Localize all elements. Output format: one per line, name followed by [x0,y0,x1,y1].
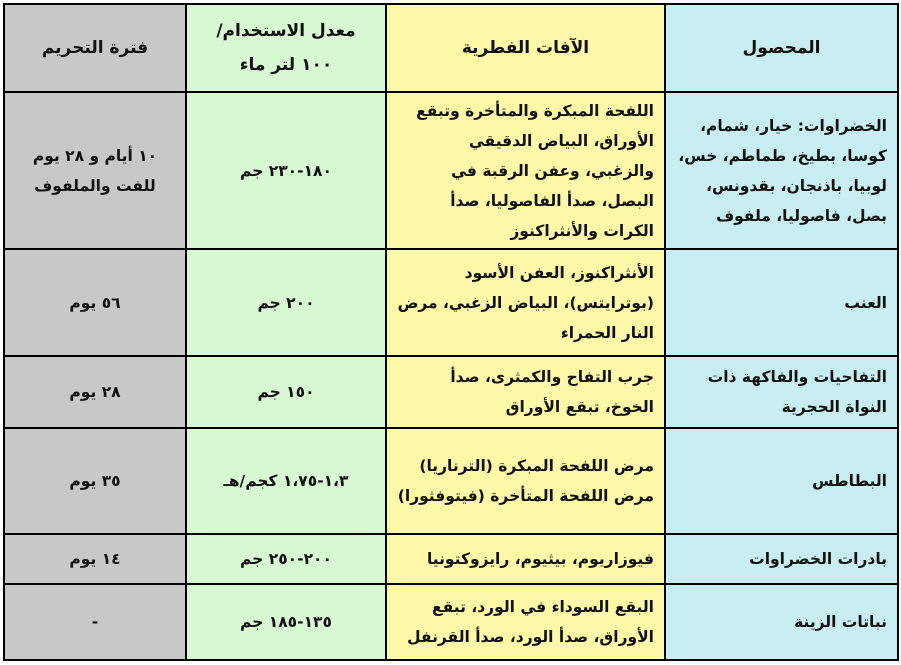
rate-cell: ١٥٠ جم [186,356,386,428]
crop-cell: بادرات الخضراوات [665,534,898,584]
period-cell: ١٠ أيام و ٢٨ يوم للفت والملفوف [4,92,186,249]
table-row [4,428,898,534]
crop-cell: التفاحيات والفاكهة ذات النواة الحجرية [665,356,898,428]
rate-cell: ١٣٥-١٨٥ جم [186,584,386,660]
header-rate-line2: ١٠٠ لتر ماء [239,55,333,75]
header-row [4,4,898,92]
header-crop: المحصول [665,4,898,92]
header-pests: الآفات الفطرية [386,4,665,92]
rate-cell: ١،٣-١،٧٥ كجم/هـ [186,428,386,534]
crop-cell: الخضراوات: خيار، شمام، كوسا، بطيخ، طماطم، خس، لوبيا، باذنجان، بقدونس، بصل، فاصوليا، ملفوف [665,92,898,249]
header-rate [186,4,386,92]
pests-cell: جرب التفاح والكمثرى، صدأ الخوخ، تبقع الأوراق [386,356,665,428]
fungicide-usage-table [3,3,899,661]
table-row [4,584,898,660]
header-period: فترة التحريم [4,4,186,92]
period-cell: ١٤ يوم [4,534,186,584]
pests-cell: الأنثراكنوز، العفن الأسود (بوترايتس)، البياض الزغبي، مرض النار الحمراء [386,249,665,356]
rate-cell: ٢٠٠-٢٥٠ جم [186,534,386,584]
pests-cell: مرض اللفحة المبكرة (الترناريا) مرض اللفحة المتأخرة (فيتوفثورا) [386,428,665,534]
table-row [4,356,898,428]
pests-cell: اللفحة المبكرة والمتأخرة وتبقع الأوراق، البياض الدقيقي والزغبي، وعفن الرقبة في البصل، صدأ الفاصوليا، صدأ الكرات والأنثراكنوز [386,92,665,249]
rate-cell: ١٨٠-٢٣٠ جم [186,92,386,249]
table-row [4,92,898,249]
period-cell: - [4,584,186,660]
crop-cell: البطاطس [665,428,898,534]
rate-cell: ٢٠٠ جم [186,249,386,356]
period-cell: ٣٥ يوم [4,428,186,534]
pests-cell: فيوزاريوم، بيثيوم، رايزوكتونيا [386,534,665,584]
crop-cell: العنب [665,249,898,356]
crop-cell: نباتات الزينة [665,584,898,660]
period-cell: ٥٦ يوم [4,249,186,356]
period-cell: ٢٨ يوم [4,356,186,428]
header-rate-line1: معدل الاستخدام/ [216,21,356,41]
table-row [4,534,898,584]
table-row [4,249,898,356]
table-wrapper [3,3,899,661]
pests-cell: البقع السوداء في الورد، تبقع الأوراق، صدأ الورد، صدأ القرنفل [386,584,665,660]
